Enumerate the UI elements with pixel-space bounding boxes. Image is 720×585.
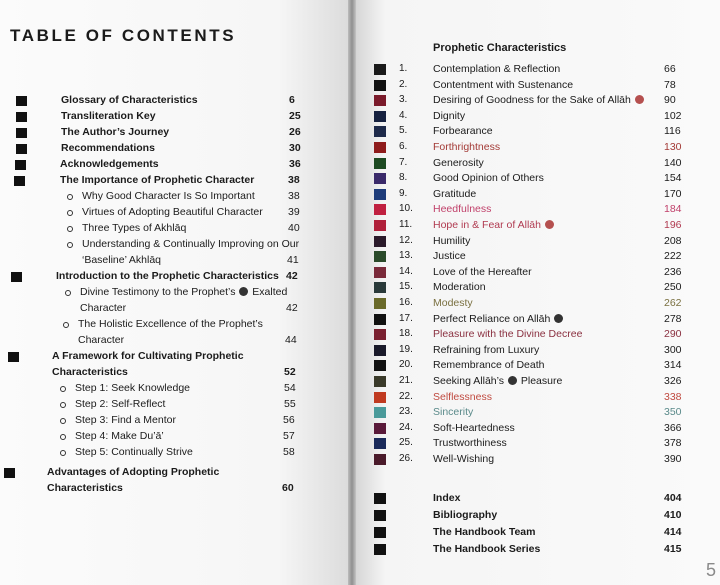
toc-entry [0,398,348,414]
characteristic-page-number: 196 [664,219,682,231]
entry-label: Introduction to the Prophetic Characteristics [56,270,279,282]
color-swatch [374,345,386,356]
characteristic-page-number: 130 [664,141,682,153]
entry-page-number: 30 [289,142,301,154]
characteristic-row [356,110,720,125]
entry-marker-square [374,527,386,538]
characteristic-row [356,125,720,140]
characteristic-number: 9. [399,187,408,199]
characteristic-page-number: 378 [664,437,682,450]
entry-page-number: 42 [286,302,298,314]
characteristic-name: Good Opinion of Others [433,172,544,185]
bullet-icon [67,242,73,248]
characteristic-number: 7. [399,156,408,168]
characteristic-number: 4. [399,109,408,121]
characteristic-row [356,188,720,203]
characteristic-number: 22. [399,390,413,402]
characteristic-row [356,203,720,218]
salutation-icon [545,220,554,229]
entry-label: Step 2: Self-Reflect [75,398,166,410]
salutation-icon [635,95,644,104]
characteristic-row [356,266,720,281]
characteristic-page-number: 208 [664,234,682,247]
color-swatch [374,126,386,137]
characteristic-number: 17. [399,312,413,324]
toc-entry [0,190,348,206]
entry-label: Character [80,302,127,314]
back-matter-label: The Handbook Team [433,526,536,538]
characteristic-name: Dignity [433,109,466,122]
characteristic-page-number: 222 [664,250,682,263]
characteristic-page-number: 366 [664,421,682,434]
entry-page-number: 44 [285,334,297,346]
entry-page-number: 25 [289,110,301,122]
bullet-icon [63,322,69,328]
back-matter-row [356,492,720,507]
entry-label: Recommendations [61,142,155,154]
entry-label: Virtues of Adopting Beautiful Character [82,206,263,218]
characteristic-page-number: 140 [664,156,682,169]
characteristic-number: 11. [399,219,413,230]
characteristic-name: Forbearance [433,125,493,138]
entry-page-number: 55 [284,398,296,410]
characteristic-row [356,250,720,265]
characteristic-name: Humility [433,234,471,247]
characteristic-name: Selflessness [433,390,492,403]
toc-entry [0,142,348,158]
bullet-icon [67,210,73,216]
toc-entry [0,350,348,366]
entry-label: Glossary of Characteristics [61,94,198,106]
characteristic-page-number: 66 [664,63,676,75]
entry-marker-square [14,176,25,186]
characteristic-page-number: 236 [664,265,682,278]
characteristic-row [356,453,720,468]
color-swatch [374,329,386,340]
characteristic-name: Gratitude [433,187,477,200]
entry-label: Step 3: Find a Mentor [75,414,176,426]
back-matter-page-number: 414 [664,526,682,538]
color-swatch [374,376,386,387]
characteristic-page-number: 326 [664,375,682,387]
characteristic-number: 21. [399,375,413,386]
characteristic-name: Soft-Heartedness [433,421,515,434]
characteristic-row [356,79,720,94]
characteristic-page-number: 262 [664,297,682,309]
back-matter-row [356,509,720,524]
characteristic-row [356,422,720,437]
color-swatch [374,407,386,418]
characteristic-row [356,172,720,187]
back-matter-label: Bibliography [433,509,498,521]
characteristic-page-number: 390 [664,453,682,465]
toc-entry [0,254,348,270]
color-swatch [374,189,386,200]
toc-entry [0,222,348,238]
bullet-icon [60,386,66,392]
characteristic-name: Perfect Reliance on Allāh [433,313,564,325]
toc-entry [0,482,348,498]
toc-entry [0,446,348,462]
entry-label: The Importance of Prophetic Character [60,174,255,186]
characteristic-row [356,328,720,343]
characteristic-number: 1. [399,63,408,74]
entry-label: Understanding & Continually Improving on Our [82,238,300,250]
salutation-icon [239,287,248,296]
toc-entry [0,414,348,430]
characteristic-row [356,406,720,421]
characteristic-number: 23. [399,406,413,418]
characteristic-name: Hope in & Fear of Allāh [433,219,555,231]
back-matter-row [356,543,720,558]
characteristic-row [356,141,720,156]
characteristic-number: 18. [399,328,413,340]
characteristic-page-number: 90 [664,94,676,107]
entry-label: Acknowledgements [60,158,159,170]
entry-marker-square [11,272,22,282]
color-swatch [374,360,386,371]
back-matter-page-number: 404 [664,492,682,504]
toc-entry [0,382,348,398]
characteristic-name: Desiring of Goodness for the Sake of Allāh [433,94,645,106]
toc-entry [0,366,348,382]
characteristic-row [356,235,720,250]
entry-page-number: 41 [287,254,299,266]
color-swatch [374,267,386,278]
characteristic-page-number: 300 [664,343,682,356]
entry-label: The Holistic Excellence of the Prophet’s [78,318,263,330]
salutation-icon [554,314,563,323]
entry-page-number: 52 [284,366,296,378]
bullet-icon [67,194,73,200]
entry-page-number: 54 [284,382,296,394]
entry-page-number: 40 [288,222,300,234]
bullet-icon [60,450,66,456]
entry-label: ‘Baseline’ Akhlāq [82,254,161,266]
characteristic-number: 16. [399,297,413,308]
characteristic-name: Love of the Hereafter [433,265,532,278]
entry-label: Characteristics [52,366,128,378]
color-swatch [374,95,386,106]
color-swatch [374,64,386,75]
characteristic-name: Forthrightness [433,141,501,153]
entry-label: Step 4: Make Du’ā’ [75,430,164,442]
entry-page-number: 26 [289,126,301,138]
toc-entry [0,430,348,446]
characteristic-name: Remembrance of Death [433,359,545,372]
toc-entry [0,286,348,302]
characteristic-name: Moderation [433,281,486,294]
prophetic-characteristics-title: Prophetic Characteristics [433,42,567,54]
characteristic-number: 12. [399,234,413,246]
entry-label: Step 1: Seek Knowledge [75,382,190,394]
entry-label: Three Types of Akhlāq [82,222,187,234]
entry-marker-square [16,112,27,122]
characteristic-number: 14. [399,265,413,277]
characteristic-page-number: 338 [664,390,682,403]
characteristic-row [356,157,720,172]
toc-entry [0,466,348,482]
bullet-icon [60,402,66,408]
characteristic-name: Seeking Allāh’s Pleasure [433,375,563,387]
characteristic-page-number: 290 [664,328,682,341]
entry-label: The Author’s Journey [61,126,170,138]
entry-page-number: 57 [283,430,295,442]
entry-page-number: 36 [289,158,301,170]
entry-label: Step 5: Continually Strive [75,446,193,458]
toc-entry [0,174,348,190]
back-matter-page-number: 410 [664,509,682,521]
color-swatch [374,80,386,91]
characteristic-number: 20. [399,359,413,371]
color-swatch [374,392,386,403]
characteristic-page-number: 314 [664,359,682,372]
characteristic-row [356,63,720,78]
characteristic-page-number: 184 [664,203,682,216]
entry-marker-square [374,544,386,555]
toc-title: TABLE OF CONTENTS [10,26,237,45]
characteristic-row [356,391,720,406]
back-matter-row [356,526,720,541]
characteristic-number: 3. [399,94,408,106]
characteristic-row [356,437,720,452]
toc-entry [0,94,348,110]
characteristic-number: 26. [399,453,413,464]
bullet-icon [65,290,71,296]
characteristic-name: Pleasure with the Divine Decree [433,328,583,341]
color-swatch [374,220,386,231]
toc-entry [0,238,348,254]
color-swatch [374,298,386,309]
toc-entry [0,318,348,334]
color-swatch [374,236,386,247]
toc-entry [0,206,348,222]
book-spine [348,0,356,585]
characteristic-page-number: 350 [664,406,682,419]
characteristic-name: Well-Wishing [433,453,495,465]
characteristic-page-number: 116 [664,125,681,138]
characteristic-number: 25. [399,437,413,449]
entry-page-number: 42 [286,270,298,282]
characteristic-row [356,313,720,328]
color-swatch [374,173,386,184]
bullet-icon [60,418,66,424]
toc-entry [0,334,348,350]
entry-page-number: 38 [288,190,300,202]
entry-label: Characteristics [47,482,123,494]
color-swatch [374,423,386,434]
entry-marker-square [8,352,19,362]
entry-page-number: 6 [289,94,295,106]
bullet-icon [60,434,66,440]
characteristic-name: Contemplation & Reflection [433,63,561,75]
characteristic-name: Refraining from Luxury [433,343,540,356]
page-number: 5 [705,560,716,580]
characteristic-row [356,281,720,296]
characteristic-number: 2. [399,78,408,90]
characteristic-number: 15. [399,281,413,293]
toc-entry [0,110,348,126]
back-matter-page-number: 415 [664,543,682,555]
color-swatch [374,282,386,293]
characteristic-name: Modesty [433,297,473,309]
entry-page-number: 60 [282,482,294,494]
entry-label: Divine Testimony to the Prophet’s Exalted [80,286,288,298]
characteristic-page-number: 278 [664,312,682,325]
entry-marker-square [4,468,15,478]
color-swatch [374,111,386,122]
characteristic-page-number: 170 [664,187,682,200]
characteristic-name: Sincerity [433,406,474,419]
characteristic-page-number: 154 [664,172,682,185]
characteristic-name: Heedfulness [433,203,492,216]
entry-marker-square [374,493,386,504]
color-swatch [374,158,386,169]
entry-marker-square [16,128,27,138]
toc-entry [0,302,348,318]
color-swatch [374,204,386,215]
toc-entry [0,126,348,142]
entry-marker-square [374,510,386,521]
entry-label: Transliteration Key [61,110,156,122]
toc-entry [0,158,348,174]
characteristic-name: Generosity [433,156,484,169]
characteristic-name: Justice [433,250,466,263]
characteristic-row [356,297,720,312]
toc-entry [0,270,348,286]
entry-page-number: 39 [288,206,300,218]
characteristic-number: 13. [399,250,413,262]
back-matter-label: The Handbook Series [433,543,541,555]
color-swatch [374,251,386,262]
characteristic-row [356,94,720,109]
entry-marker-square [15,160,26,170]
characteristic-page-number: 78 [664,78,676,91]
entry-marker-square [16,96,27,106]
characteristic-page-number: 102 [664,109,682,122]
entry-label: Why Good Character Is So Important [82,190,255,202]
entry-label: Advantages of Adopting Prophetic [47,466,220,478]
characteristic-page-number: 250 [664,281,682,294]
characteristic-name: Trustworthiness [433,437,507,450]
color-swatch [374,142,386,153]
entry-page-number: 56 [283,414,295,426]
entry-marker-square [16,144,27,154]
characteristic-number: 10. [399,203,413,215]
left-page [0,0,348,585]
entry-page-number: 58 [283,446,295,458]
characteristic-row [356,344,720,359]
entry-label: A Framework for Cultivating Prophetic [52,350,244,362]
back-matter-label: Index [433,492,461,504]
entry-page-number: 38 [288,174,300,186]
characteristic-number: 5. [399,125,408,137]
right-page [356,0,720,585]
characteristic-name: Contentment with Sustenance [433,78,574,91]
characteristic-number: 19. [399,343,413,355]
color-swatch [374,314,386,325]
color-swatch [374,438,386,449]
characteristic-row [356,375,720,390]
characteristic-number: 6. [399,141,408,152]
bullet-icon [67,226,73,232]
characteristic-number: 8. [399,172,408,184]
color-swatch [374,454,386,465]
characteristic-number: 24. [399,421,413,433]
characteristic-row [356,219,720,234]
characteristic-row [356,359,720,374]
salutation-icon [508,376,517,385]
entry-label: Character [78,334,125,346]
